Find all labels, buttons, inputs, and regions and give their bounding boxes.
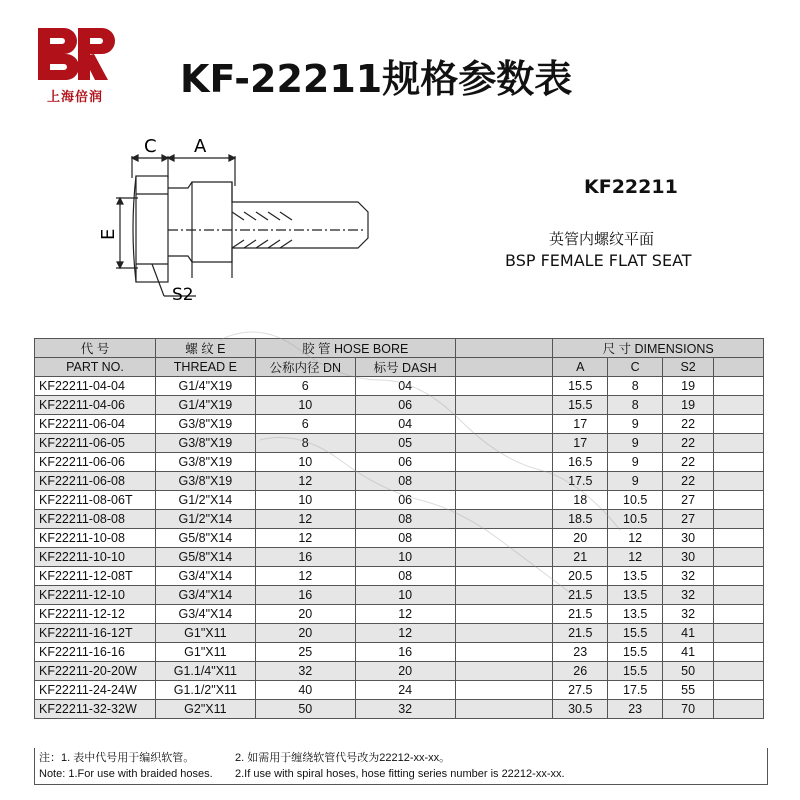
product-desc-en: BSP FEMALE FLAT SEAT bbox=[505, 251, 692, 270]
cell-dn: 12 bbox=[255, 567, 355, 586]
cell-thread: G1.1/4"X11 bbox=[155, 662, 255, 681]
cell-a: 20.5 bbox=[553, 567, 608, 586]
cell-s2: 22 bbox=[663, 472, 714, 491]
cell-thread: G1.1/2"X11 bbox=[155, 681, 255, 700]
cell-empty bbox=[455, 605, 553, 624]
table-row bbox=[35, 510, 764, 529]
cell-s2: 27 bbox=[663, 491, 714, 510]
cell-a: 21.5 bbox=[553, 586, 608, 605]
table-row bbox=[35, 605, 764, 624]
cell-dn: 20 bbox=[255, 605, 355, 624]
cell-dash: 12 bbox=[355, 605, 455, 624]
table-row bbox=[35, 415, 764, 434]
cell-dash: 12 bbox=[355, 624, 455, 643]
cell-empty bbox=[714, 510, 764, 529]
cell-dash: 06 bbox=[355, 396, 455, 415]
cell-dash: 04 bbox=[355, 415, 455, 434]
cell-a: 27.5 bbox=[553, 681, 608, 700]
cell-c: 17.5 bbox=[608, 681, 663, 700]
cell-a: 17.5 bbox=[553, 472, 608, 491]
cell-s2: 32 bbox=[663, 605, 714, 624]
cell-empty bbox=[714, 605, 764, 624]
cell-thread: G2"X11 bbox=[155, 700, 255, 719]
cell-dash: 24 bbox=[355, 681, 455, 700]
cell-thread: G3/8"X19 bbox=[155, 434, 255, 453]
cell-a: 23 bbox=[553, 643, 608, 662]
cell-part-no: KF22211-16-16 bbox=[35, 643, 156, 662]
cell-dash: 10 bbox=[355, 548, 455, 567]
cell-empty bbox=[714, 453, 764, 472]
cell-part-no: KF22211-04-06 bbox=[35, 396, 156, 415]
cell-part-no: KF22211-24-24W bbox=[35, 681, 156, 700]
cell-empty bbox=[455, 415, 553, 434]
cell-empty bbox=[714, 491, 764, 510]
brand-logo-text: 上海倍润 bbox=[46, 90, 103, 105]
cell-s2: 19 bbox=[663, 377, 714, 396]
cell-thread: G1/4"X19 bbox=[155, 377, 255, 396]
cell-part-no: KF22211-12-08T bbox=[35, 567, 156, 586]
cell-a: 15.5 bbox=[553, 396, 608, 415]
col-header-hose: 胶 管 HOSE BORE bbox=[255, 339, 455, 358]
cell-c: 10.5 bbox=[608, 491, 663, 510]
cell-dn: 10 bbox=[255, 453, 355, 472]
cell-a: 18 bbox=[553, 491, 608, 510]
cell-thread: G5/8"X14 bbox=[155, 529, 255, 548]
cell-dn: 25 bbox=[255, 643, 355, 662]
cell-dn: 6 bbox=[255, 415, 355, 434]
cell-dn: 50 bbox=[255, 700, 355, 719]
table-row bbox=[35, 453, 764, 472]
cell-part-no: KF22211-04-04 bbox=[35, 377, 156, 396]
col-header-c: C bbox=[608, 358, 663, 377]
cell-a: 21.5 bbox=[553, 624, 608, 643]
cell-c: 10.5 bbox=[608, 510, 663, 529]
cell-a: 16.5 bbox=[553, 453, 608, 472]
cell-c: 13.5 bbox=[608, 567, 663, 586]
cell-s2: 32 bbox=[663, 567, 714, 586]
cell-dn: 40 bbox=[255, 681, 355, 700]
cell-s2: 41 bbox=[663, 643, 714, 662]
cell-empty bbox=[455, 624, 553, 643]
drawing-label-e: E bbox=[98, 228, 119, 240]
cell-c: 13.5 bbox=[608, 586, 663, 605]
cell-c: 15.5 bbox=[608, 624, 663, 643]
cell-thread: G3/8"X19 bbox=[155, 472, 255, 491]
cell-c: 23 bbox=[608, 700, 663, 719]
cell-a: 21.5 bbox=[553, 605, 608, 624]
table-row bbox=[35, 681, 764, 700]
note-en-1: Note: 1.For use with braided hoses. bbox=[39, 768, 213, 780]
cell-dn: 12 bbox=[255, 472, 355, 491]
col-header-empty bbox=[714, 358, 764, 377]
table-row bbox=[35, 548, 764, 567]
cell-dash: 08 bbox=[355, 472, 455, 491]
cell-dn: 12 bbox=[255, 529, 355, 548]
cell-s2: 22 bbox=[663, 453, 714, 472]
cell-dash: 16 bbox=[355, 643, 455, 662]
product-model: KF22211 bbox=[584, 176, 678, 198]
cell-thread: G1"X11 bbox=[155, 624, 255, 643]
cell-part-no: KF22211-06-08 bbox=[35, 472, 156, 491]
page-title: KF-22211规格参数表 bbox=[180, 57, 573, 101]
table-row bbox=[35, 700, 764, 719]
cell-dash: 08 bbox=[355, 510, 455, 529]
cell-a: 21 bbox=[553, 548, 608, 567]
cell-dash: 20 bbox=[355, 662, 455, 681]
cell-s2: 27 bbox=[663, 510, 714, 529]
cell-s2: 30 bbox=[663, 529, 714, 548]
table-row bbox=[35, 396, 764, 415]
cell-part-no: KF22211-08-08 bbox=[35, 510, 156, 529]
cell-empty bbox=[714, 700, 764, 719]
cell-a: 18.5 bbox=[553, 510, 608, 529]
cell-empty bbox=[714, 681, 764, 700]
cell-s2: 19 bbox=[663, 396, 714, 415]
cell-c: 9 bbox=[608, 472, 663, 491]
cell-s2: 30 bbox=[663, 548, 714, 567]
cell-thread: G1"X11 bbox=[155, 643, 255, 662]
cell-empty bbox=[455, 529, 553, 548]
cell-dash: 05 bbox=[355, 434, 455, 453]
cell-thread: G1/4"X19 bbox=[155, 396, 255, 415]
table-row bbox=[35, 472, 764, 491]
cell-s2: 32 bbox=[663, 586, 714, 605]
cell-thread: G3/4"X14 bbox=[155, 586, 255, 605]
cell-part-no: KF22211-12-10 bbox=[35, 586, 156, 605]
cell-thread: G5/8"X14 bbox=[155, 548, 255, 567]
cell-thread: G1/2"X14 bbox=[155, 491, 255, 510]
col-header-dash: 标号 DASH bbox=[355, 358, 455, 377]
cell-empty bbox=[455, 377, 553, 396]
col-header-dn: 公称内径 DN bbox=[255, 358, 355, 377]
cell-c: 13.5 bbox=[608, 605, 663, 624]
cell-a: 15.5 bbox=[553, 377, 608, 396]
col-header-thread-cn: 螺 纹 E bbox=[155, 339, 255, 358]
cell-part-no: KF22211-12-12 bbox=[35, 605, 156, 624]
cell-empty bbox=[714, 529, 764, 548]
cell-empty bbox=[714, 567, 764, 586]
cell-empty bbox=[714, 434, 764, 453]
cell-empty bbox=[714, 396, 764, 415]
cell-c: 8 bbox=[608, 377, 663, 396]
col-header-part-cn: 代 号 bbox=[35, 339, 156, 358]
cell-empty bbox=[455, 434, 553, 453]
cell-part-no: KF22211-10-10 bbox=[35, 548, 156, 567]
col-header-a: A bbox=[553, 358, 608, 377]
cell-c: 15.5 bbox=[608, 662, 663, 681]
cell-dash: 08 bbox=[355, 529, 455, 548]
table-row bbox=[35, 643, 764, 662]
cell-dn: 16 bbox=[255, 586, 355, 605]
cell-empty bbox=[714, 415, 764, 434]
cell-a: 20 bbox=[553, 529, 608, 548]
cell-part-no: KF22211-06-05 bbox=[35, 434, 156, 453]
cell-c: 15.5 bbox=[608, 643, 663, 662]
cell-s2: 50 bbox=[663, 662, 714, 681]
fitting-drawing bbox=[80, 128, 380, 328]
cell-c: 9 bbox=[608, 415, 663, 434]
drawing-label-c: C bbox=[144, 136, 157, 157]
cell-empty bbox=[455, 567, 553, 586]
table-row bbox=[35, 624, 764, 643]
cell-empty bbox=[714, 662, 764, 681]
cell-s2: 70 bbox=[663, 700, 714, 719]
cell-dn: 6 bbox=[255, 377, 355, 396]
cell-thread: G3/4"X14 bbox=[155, 567, 255, 586]
col-header-empty bbox=[455, 358, 553, 377]
cell-a: 17 bbox=[553, 434, 608, 453]
cell-dash: 08 bbox=[355, 567, 455, 586]
note-cn-2: 2. 如需用于缠绕软管代号改为22212-xx-xx。 bbox=[235, 752, 451, 764]
cell-empty bbox=[714, 624, 764, 643]
table-header-row-top bbox=[35, 339, 764, 358]
cell-part-no: KF22211-20-20W bbox=[35, 662, 156, 681]
cell-c: 12 bbox=[608, 529, 663, 548]
cell-dn: 10 bbox=[255, 396, 355, 415]
drawing-label-s2: S2 bbox=[172, 285, 194, 305]
cell-empty bbox=[455, 453, 553, 472]
cell-empty bbox=[714, 377, 764, 396]
cell-dn: 32 bbox=[255, 662, 355, 681]
drawing-label-a: A bbox=[194, 136, 207, 157]
cell-thread: G3/8"X19 bbox=[155, 453, 255, 472]
cell-empty bbox=[455, 700, 553, 719]
table-row bbox=[35, 567, 764, 586]
notes bbox=[34, 748, 768, 785]
cell-a: 17 bbox=[553, 415, 608, 434]
cell-empty bbox=[714, 643, 764, 662]
cell-s2: 55 bbox=[663, 681, 714, 700]
cell-thread: G1/2"X14 bbox=[155, 510, 255, 529]
cell-dash: 10 bbox=[355, 586, 455, 605]
cell-part-no: KF22211-16-12T bbox=[35, 624, 156, 643]
cell-empty bbox=[455, 548, 553, 567]
cell-empty bbox=[455, 472, 553, 491]
table-row bbox=[35, 662, 764, 681]
cell-dn: 12 bbox=[255, 510, 355, 529]
cell-dn: 16 bbox=[255, 548, 355, 567]
col-header-s2: S2 bbox=[663, 358, 714, 377]
cell-empty bbox=[714, 586, 764, 605]
cell-a: 30.5 bbox=[553, 700, 608, 719]
cell-empty bbox=[714, 548, 764, 567]
table-header-row-sub bbox=[35, 358, 764, 377]
cell-dn: 10 bbox=[255, 491, 355, 510]
cell-c: 9 bbox=[608, 434, 663, 453]
cell-part-no: KF22211-10-08 bbox=[35, 529, 156, 548]
cell-dash: 06 bbox=[355, 491, 455, 510]
cell-empty bbox=[714, 472, 764, 491]
cell-dn: 8 bbox=[255, 434, 355, 453]
col-header-empty bbox=[455, 339, 553, 358]
cell-c: 9 bbox=[608, 453, 663, 472]
table-row bbox=[35, 377, 764, 396]
cell-thread: G3/8"X19 bbox=[155, 415, 255, 434]
cell-a: 26 bbox=[553, 662, 608, 681]
cell-empty bbox=[455, 396, 553, 415]
table-row bbox=[35, 586, 764, 605]
cell-part-no: KF22211-08-06T bbox=[35, 491, 156, 510]
cell-dash: 32 bbox=[355, 700, 455, 719]
col-header-thread: THREAD E bbox=[155, 358, 255, 377]
spec-table-body bbox=[35, 377, 764, 719]
cell-s2: 41 bbox=[663, 624, 714, 643]
cell-c: 8 bbox=[608, 396, 663, 415]
table-row bbox=[35, 491, 764, 510]
cell-empty bbox=[455, 681, 553, 700]
table-row bbox=[35, 529, 764, 548]
cell-empty bbox=[455, 643, 553, 662]
cell-empty bbox=[455, 586, 553, 605]
spec-table bbox=[34, 338, 764, 719]
cell-dash: 04 bbox=[355, 377, 455, 396]
cell-dn: 20 bbox=[255, 624, 355, 643]
cell-s2: 22 bbox=[663, 434, 714, 453]
cell-c: 12 bbox=[608, 548, 663, 567]
cell-part-no: KF22211-06-04 bbox=[35, 415, 156, 434]
cell-part-no: KF22211-06-06 bbox=[35, 453, 156, 472]
table-row bbox=[35, 434, 764, 453]
cell-empty bbox=[455, 662, 553, 681]
note-cn-1: 注：1. 表中代号用于编织软管。 bbox=[39, 752, 195, 764]
cell-s2: 22 bbox=[663, 415, 714, 434]
col-header-part: PART NO. bbox=[35, 358, 156, 377]
cell-thread: G3/4"X14 bbox=[155, 605, 255, 624]
col-header-dims: 尺 寸 DIMENSIONS bbox=[553, 339, 764, 358]
cell-empty bbox=[455, 510, 553, 529]
cell-dash: 06 bbox=[355, 453, 455, 472]
cell-empty bbox=[455, 491, 553, 510]
product-desc-cn: 英管内螺纹平面 bbox=[549, 230, 655, 248]
note-en-2: 2.If use with spiral hoses, hose fitting series number is 22212-xx-xx. bbox=[235, 768, 565, 780]
cell-part-no: KF22211-32-32W bbox=[35, 700, 156, 719]
